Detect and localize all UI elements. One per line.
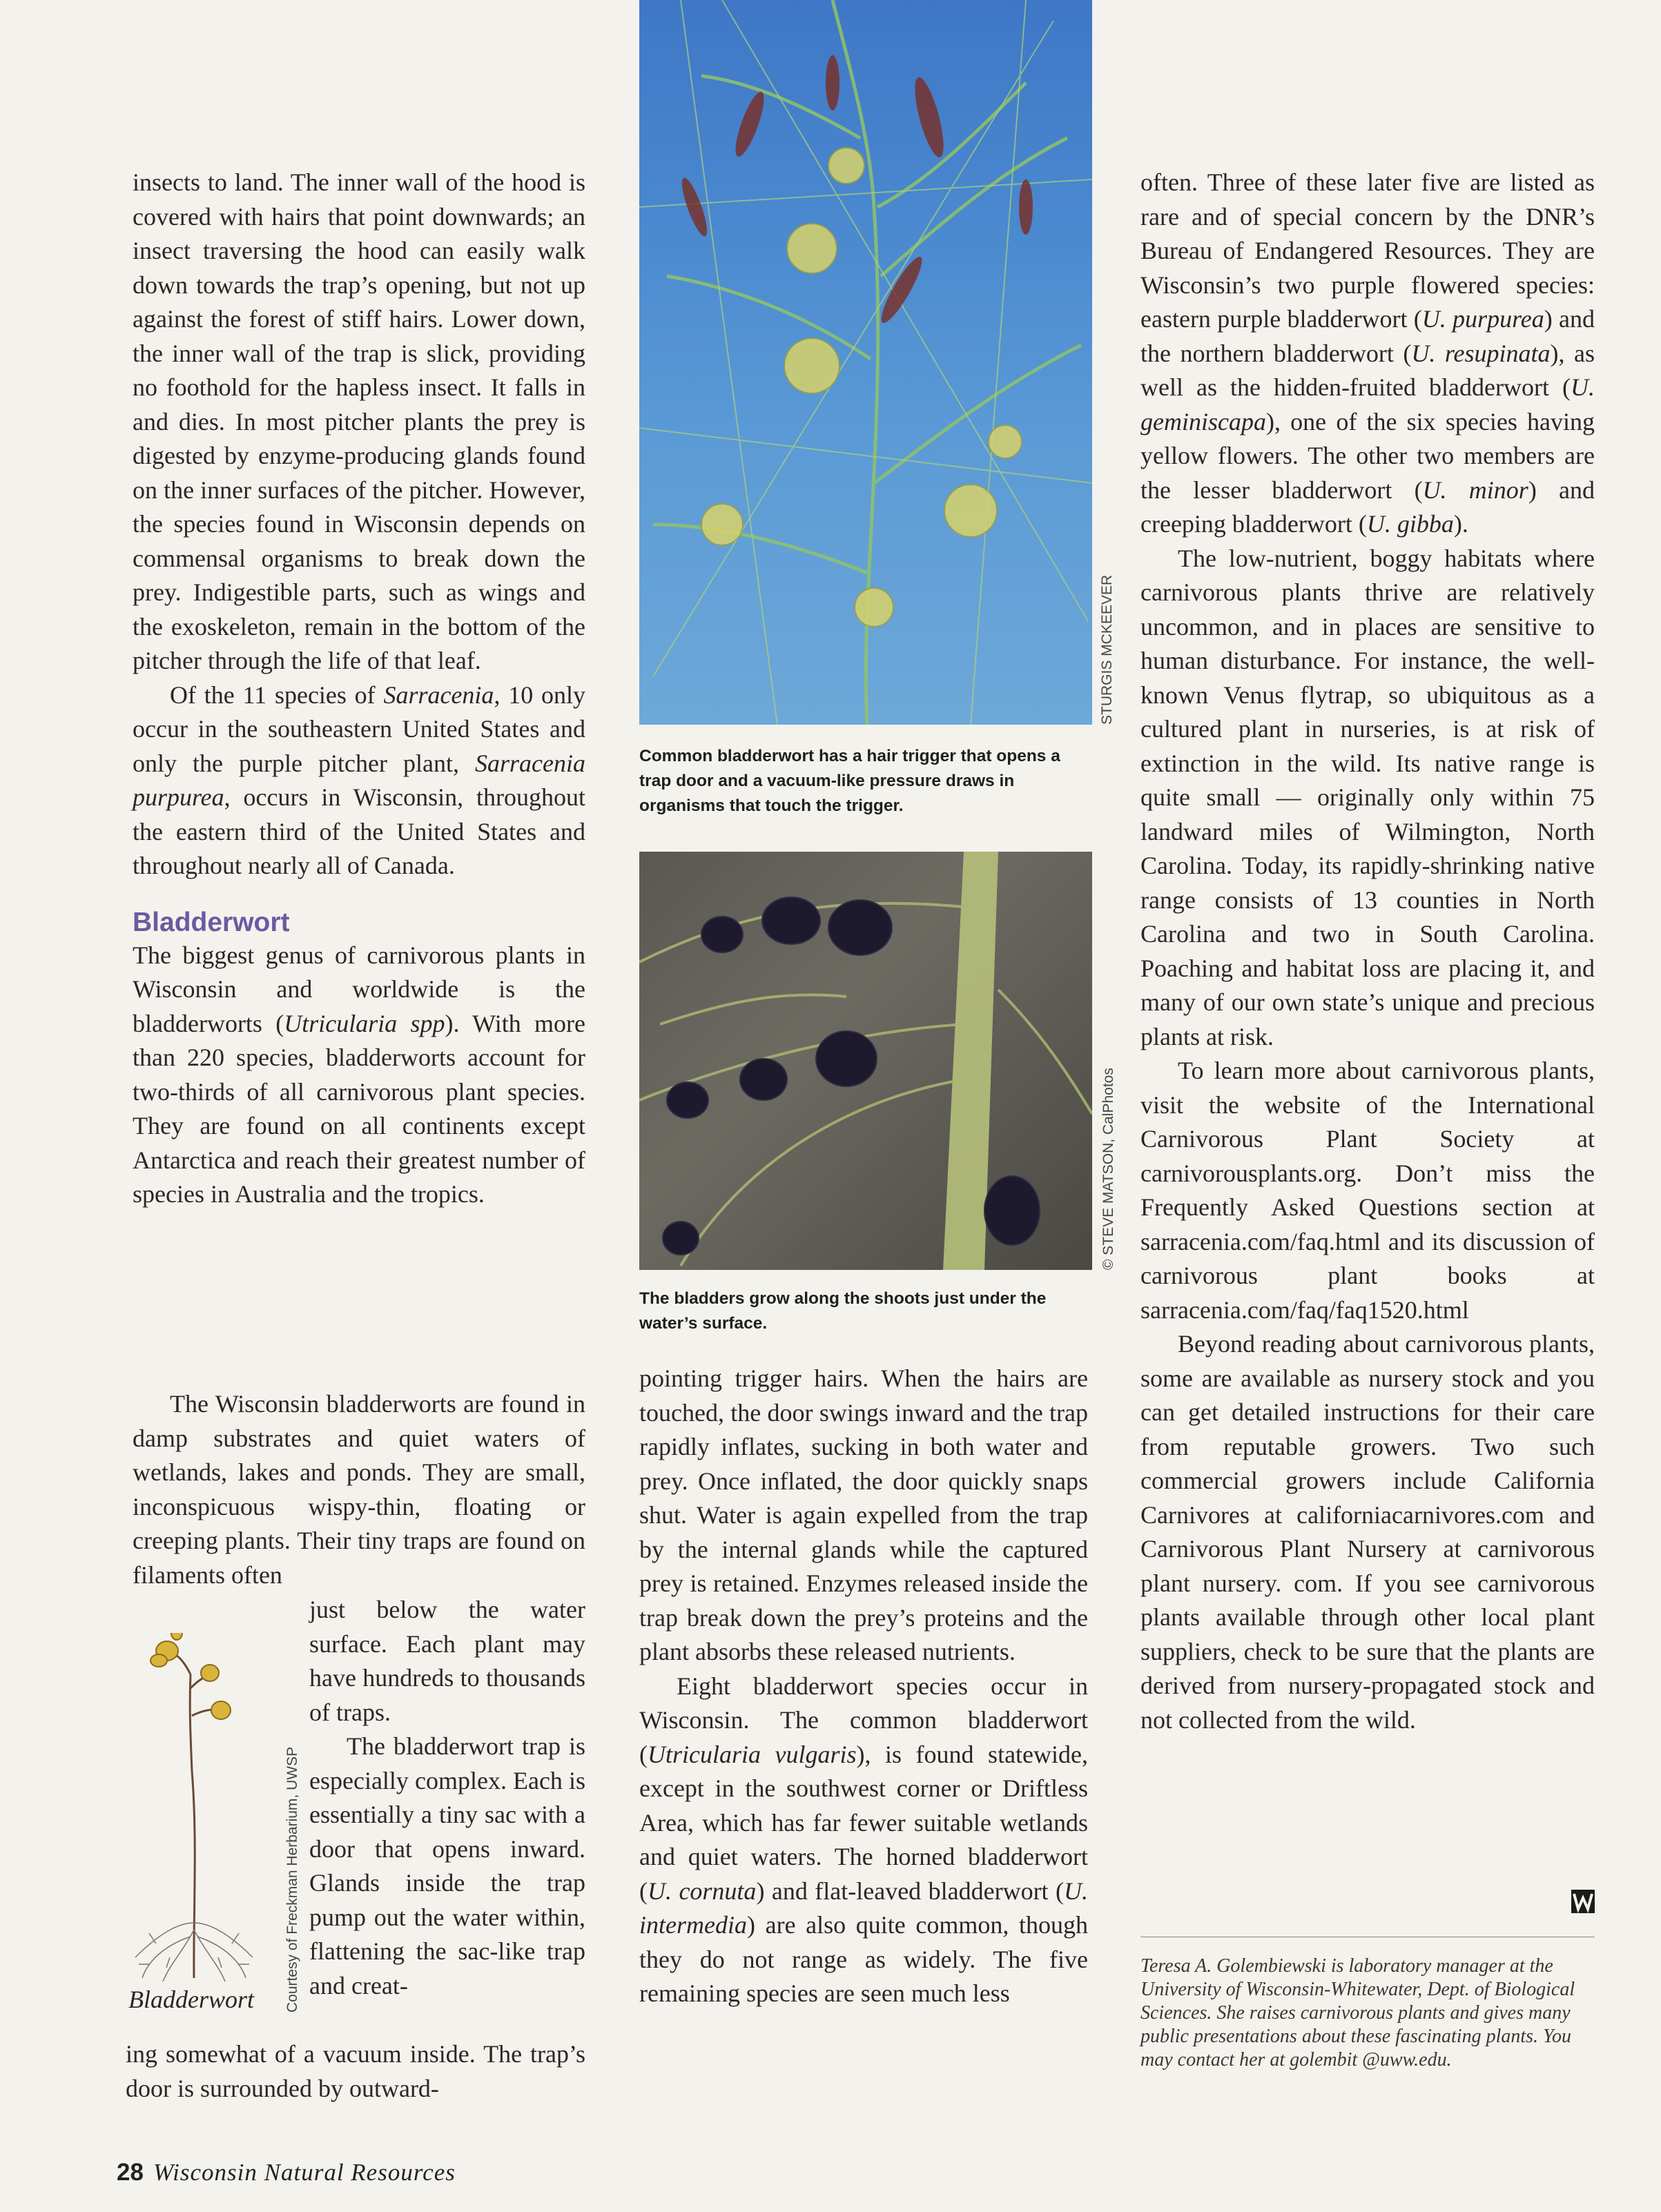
page-footer	[117, 2159, 456, 2186]
paragraph: The bladderwort trap is especially complex. Each is essentially a tiny sac with a door that opens inward. Glands inside the trap pump out the water within, flattening the sac-like trap and creat-	[309, 1732, 585, 1999]
illustration-label: Bladderwort	[128, 1986, 255, 2013]
photo1-credit: STURGIS MCKEEVER	[1099, 574, 1115, 725]
illustration-credit: Courtesy of Freckman Herbarium, UWSP	[284, 1746, 300, 2013]
column-1-end	[126, 2037, 585, 2106]
page-number: 28	[117, 2159, 144, 2186]
paragraph: Eight bladderwort species occur in Wisconsin. The common bladderwort (Utricularia vulgaris), is found statewide, except in the southwest corner or Driftless Area, which has far fewer suitable wetlands and quiet waters. The horned bladderwort (U. cornuta) and flat-leaved bladderwort (U. intermedia) are also quite common, though they do not range as widely. The five remaining species are seen much less	[639, 1672, 1089, 2007]
paragraph: often. Three of these later five are listed as rare and of special concern by the DNR’s Bureau of Endangered Resources. They are Wisconsin’s two purple flowered species: eastern purple bladderwort (U. purpurea) and the northern bladderwort (U. resupinata), as well as the hidden-fruited bladderwort (U. geminiscapa), one of the six species having yellow flowers. The other two members are the lesser bladderwort (U. minor) and creeping bladderwort (U. gibba).	[1140, 168, 1595, 538]
paragraph: Of the 11 species of Sarracenia, 10 only occur in the southeastern United States and only the purple pitcher plant, Sarracenia purpurea, occurs in Wisconsin, throughout the eastern third of the United States and throughout nearly all of Canada.	[133, 681, 585, 879]
photo1-caption: Common bladderwort has a hair trigger that opens a trap door and a vacuum-like pressure draws in organisms that touch the trigger.	[639, 747, 1060, 815]
photo-common-bladderwort-art	[639, 0, 1092, 725]
photo-bladders-art	[639, 852, 1092, 1270]
photo-bladders	[639, 852, 1092, 1270]
author-bio: Teresa A. Golembiewski is laboratory manager at the University of Wisconsin-Whitewater, Dept. of Biological Sciences. She raises carnivorous plants and gives many public presentations about these fascinating plants. You may contact her at golembit @uww.edu.	[1140, 1955, 1575, 2071]
paragraph: To learn more about carnivorous plants, visit the website of the International Carnivorous Plant Society at carnivorousplants.org. Don’t miss the Frequently Asked Questions section at sarracenia.com/faq.html and its discussion of carnivorous plant books at sarracenia.com/faq/faq1520.html	[1140, 1057, 1595, 1324]
paragraph: ing somewhat of a vacuum inside. The trap’s door is surrounded by outward-	[126, 2040, 585, 2102]
bladderwort-illustration	[128, 1633, 260, 1985]
section-heading: Bladderwort	[133, 907, 290, 937]
column-3	[1140, 166, 1595, 1737]
paragraph: The Wisconsin bladderworts are found in damp substrates and quiet waters of wetlands, lakes and ponds. They are small, inconspicuous wispy-thin, floating or creeping plants. Their tiny traps are found on filaments often	[133, 1390, 585, 1589]
magazine-title: Wisconsin Natural Resources	[153, 2159, 456, 2186]
paragraph: The low-nutrient, boggy habitats where carnivorous plants thrive are relatively uncommon, and in places are sensitive to human disturbance. For instance, the well-known Venus flytrap, so ubiquitous as a cultured plant in nurseries, is at risk of extinction in the wild. Its native range is quite small — originally only within 75 landward miles of Wilmington, North Carolina. Today, its rapidly-shrinking native range consists of 13 counties in North Carolina and two in South Carolina. Poaching and habitat loss are placing it, and many of our own state’s unique and precious plants at risk.	[1140, 544, 1595, 1050]
end-mark-icon	[1571, 1890, 1595, 1913]
paragraph: The biggest genus of carnivorous plants in Wisconsin and worldwide is the bladderworts (Utricularia spp). With more than 220 species, bladderworts account for two-thirds of all carnivorous plant species. They are found on all continents except Antarctica and reach their greatest number of species in Australia and the tropics.	[133, 941, 585, 1208]
paragraph: insects to land. The inner wall of the hood is covered with hairs that point downwards; an insect traversing the hood can easily walk down towards the trap’s opening, but not up against the forest of stiff hairs. Lower down, the inner wall of the trap is slick, providing no foothold for the hapless insect. It falls in and dies. In most pitcher plants the prey is digested by enzyme-producing glands found on the inner surfaces of the pitcher. However, the species found in Wisconsin depends on commensal organisms to break down the prey. Indigestible parts, such as wings and the exoskeleton, remain in the bottom of the pitcher through the life of that leaf.	[133, 168, 585, 674]
column-2	[639, 1362, 1088, 2011]
wrapped-text	[309, 1593, 585, 2003]
paragraph: pointing trigger hairs. When the hairs are touched, the door swings inward and the trap rapidly inflates, sucking in both water and prey. Once inflated, the door quickly snaps shut. Water is again expelled from the trap by the internal glands while the captured prey is retained. Enzymes released inside the trap break down the prey’s proteins and the plant absorbs these released nutrients.	[639, 1364, 1088, 1665]
column-1	[133, 166, 585, 1212]
photo-common-bladderwort	[639, 0, 1092, 725]
column-1-continued	[133, 1387, 585, 1592]
photo2-caption: The bladders grow along the shoots just under the water’s surface.	[639, 1289, 1047, 1333]
paragraph: Beyond reading about carnivorous plants, some are available as nursery stock and you can get detailed instructions for their care from reputable growers. Two such commercial growers include California Carnivores at californiacarnivores.com and Carnivorous Plant Nursery at carnivorous plant nursery. com. If you see carnivorous plants available through other local plant suppliers, check to be sure that the plants are derived from nursery-propagated stock and not collected from the wild.	[1140, 1330, 1595, 1734]
paragraph: just below the water surface. Each plant may have hundreds to thousands of traps.	[309, 1596, 585, 1726]
photo2-credit: © STEVE MATSON, CalPhotos	[1100, 1068, 1116, 1270]
